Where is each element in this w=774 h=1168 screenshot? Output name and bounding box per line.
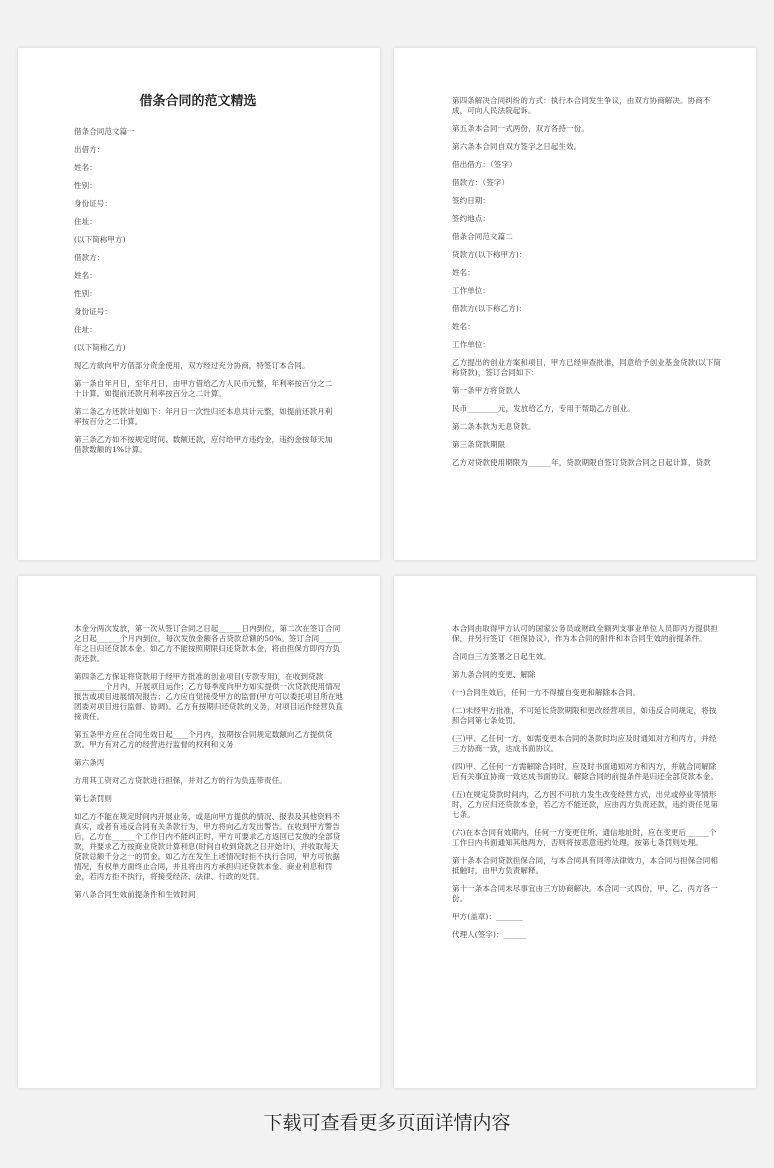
paragraph-line: 借条合同范文篇二 (452, 232, 513, 241)
paragraph-line: 身份证号： (74, 199, 112, 208)
paragraph-line: 住址： (74, 217, 97, 226)
paragraph-line: 民币________元，发放给乙方，专用于帮助乙方创业。 (452, 404, 635, 413)
paragraph-line: 姓名： (452, 322, 475, 331)
paragraph-line: 合同自三方签署之日起生效。 (452, 652, 551, 661)
paragraph-line: 第四条解决合同纠纷的方式：执行本合同发生争议，由双方协商解决。协商不成，可向人民法院起诉。 (452, 96, 711, 115)
paragraph-line: (六)在本合同有效期内，任何一方变更住所、通信地址时，应在变更后______个工作日内书面通知其他两方，否则将按恶意违约处理，按第七条罚则处理。 (452, 828, 717, 847)
paragraph-line: 第六条本合同自双方签字之日起生效。 (452, 142, 582, 151)
paragraph-line: 现乙方欲向甲方借部分资金使用，双方经过充分协商，特签订本合同。 (74, 361, 310, 370)
paragraph-line: 性别： (74, 181, 97, 190)
paragraph-line: 第五条甲方应在合同生效日起____个月内，按期按合同规定数额向乙方提供贷款。甲方有对乙方的经营进行监督的权利和义务 (74, 730, 333, 749)
paragraph-line: 姓名： (452, 268, 475, 277)
paragraph-line: 姓名： (74, 163, 97, 172)
paragraph-line: 第三条乙方如不按规定时间、数额还款，应付给甲方违约金，违约金按每天加借款数额的1%计算。 (74, 435, 333, 454)
paragraph-line: 住址： (74, 325, 97, 334)
paragraph-line: 甲方(盖章)：_______ (452, 912, 524, 921)
document-title: 借条合同的范文精选 (139, 94, 257, 109)
page-4-body (452, 624, 722, 940)
paragraph-line: 第九条合同的变更、解除 (452, 670, 536, 679)
paragraph-line: (二)未经甲方批准，不可延长贷款期限和更改经营项目，如违反合同规定，将按照合同第七条处罚。 (452, 706, 717, 725)
document-page-2 (394, 48, 756, 560)
paragraph-line: 第四条乙方保证将贷款用于经甲方批准的创业项目(专款专用)，在收到贷款________个月内，开展项目运作；乙方每季度向甲方如实提供一次贷款使用情况报告或项目进展情况报告；乙方应自觉接受甲方的监督(甲方可以委托项目所在地团委对项目进行监督、协调)。乙方有按期归还贷款的义务，对项目运作经营负直接责任。 (74, 672, 344, 721)
paragraph-line: 第二条乙方还款计划如下：年月日一次性归还本息共计元整，如提前还款月利率按百分之二计算。 (74, 407, 333, 426)
paragraph-line: 出借方： (74, 145, 105, 154)
paragraph-line: 本金分两次发放，第一次从签订合同之日起______日内到位，第二次在签订合同之日起______个月内到位，每次发放金额各占贷款总额的50%。签订合同______年之日归还贷款本金。如乙方不能按照期限归还贷款本金，将由担保方即丙方负责还款。 (74, 624, 343, 663)
paragraph-line: 第五条本合同一式两份，双方各持一份。 (452, 124, 589, 133)
paragraph-line: (三)甲、乙任何一方，如需变更本合同的条款时均应及时通知对方和丙方，并经三方协商一致，达成书面协议。 (452, 734, 717, 753)
page-1-body (74, 127, 336, 455)
paragraph-line: (五)在规定贷款时间内，乙方因不可抗力发生改变经营方式，出兑或停业等情形时，乙方应归还贷款本金，若乙方不能还款，应由丙方负责还款，违约责任见第七条。 (452, 790, 718, 819)
paragraph-line: 代理人(签字)：______ (452, 930, 527, 939)
paragraph-line: 第一条甲方将贷款人 (452, 386, 521, 395)
paragraph-line: 性别： (74, 289, 97, 298)
paragraph-line: 乙方提出的创业方案和项目，甲方已经审查批准，同意给予创业基金贷款(以下简称贷款)，签订合同如下： (452, 358, 722, 377)
paragraph-line: (以下简称甲方) (74, 235, 126, 244)
document-page-1 (18, 48, 380, 560)
paragraph-line: 签约日期： (452, 196, 490, 205)
document-page-3 (18, 576, 380, 1088)
paragraph-line: 第一条自年月日，至年月日，由甲方借给乙方人民币元整，年利率按百分之二十计算。如提前还款月利率按百分之二计算。 (74, 379, 333, 398)
paragraph-line: 本合同由取得甲方认可的国家公务员或财政全额列支事业单位人员即丙方提供担保，并另行签订《担保协议》，作为本合同的附件和本合同生效的前提条件。 (452, 624, 718, 643)
paragraph-line: 贷款方(以下称甲方)： (452, 250, 527, 259)
paragraph-line: 第八条合同生效前提条件和生效时间 (74, 890, 196, 899)
paragraph-line: 借款方：（签字） (452, 178, 510, 187)
document-page-4 (394, 576, 756, 1088)
paragraph-line: 签约地点： (452, 214, 490, 223)
paragraph-line: 第七条罚则 (74, 794, 112, 803)
paragraph-line: 借款方： (74, 253, 105, 262)
paragraph-line: 第十条本合同贷款担保合同，与本合同具有同等法律效力，本合同与担保合同相抵触时，由甲方负责解释。 (452, 856, 718, 875)
page-2-body (452, 96, 722, 468)
paragraph-line: 第二条本款为无息贷款。 (452, 422, 536, 431)
paragraph-line: 工作单位： (452, 286, 490, 295)
paragraph-line: 工作单位： (452, 340, 490, 349)
paragraph-line: 姓名： (74, 271, 97, 280)
paragraph-line: 方用其工资对乙方贷款进行担保，并对乙方的行为负连带责任。 (74, 776, 287, 785)
paragraph-line: 第六条丙 (74, 758, 105, 767)
page-3-body (74, 624, 346, 900)
paragraph-line: 第十一条本合同未尽事宜由三方协商解决。本合同一式四份，甲、乙、丙方各一份。 (452, 884, 718, 903)
download-more-caption[interactable]: 下载可查看更多页面详情内容 (263, 1112, 511, 1134)
paragraph-line: (四)甲、乙任何一方需解除合同时，应及时书面通知对方和丙方，并就合同解除后有关事宜协商一致达成书面协议。解除合同的前提条件是归还全部贷款本金。 (452, 762, 718, 781)
paragraph-line: 借款方(以下称乙方)： (452, 304, 527, 313)
paragraph-line: 如乙方不能在规定时间内开展业务，或是向甲方提供的情况、报表及其他资料不真实，或者有违反合同有关条款行为，甲方将向乙方发出警告。在收到甲方警告后，乙方在______个工作日内不能纠正时，甲方可要求乙方返回已发放的全部贷款，并要求乙方按商业贷款计算利息(时间自收到贷款之日开始计)，并收取每天贷款总额千分之一的罚金。如乙方在发生上述情况时拒不执行合同，甲方可依据情况，有权单方面终止合同，并且将由丙方承担归还贷款本金、商业利息和罚金，若丙方拒不执行，将接受经济、法律、行政的处罚。 (74, 812, 341, 881)
paragraph-line: 第三条贷款期限 (452, 440, 506, 449)
paragraph-line: 身份证号： (74, 307, 112, 316)
paragraph-line: (一)合同生效后，任何一方不得擅自变更和解除本合同。 (452, 688, 641, 697)
paragraph-line: 乙方对贷款使用期限为______年，贷款期限自签订贷款合同之日起计算，贷款 (452, 458, 711, 467)
paragraph-line: (以下简称乙方) (74, 343, 126, 352)
paragraph-line: 借出借方：（签字） (452, 160, 517, 169)
paragraph-line: 借条合同范文篇一 (74, 127, 135, 136)
